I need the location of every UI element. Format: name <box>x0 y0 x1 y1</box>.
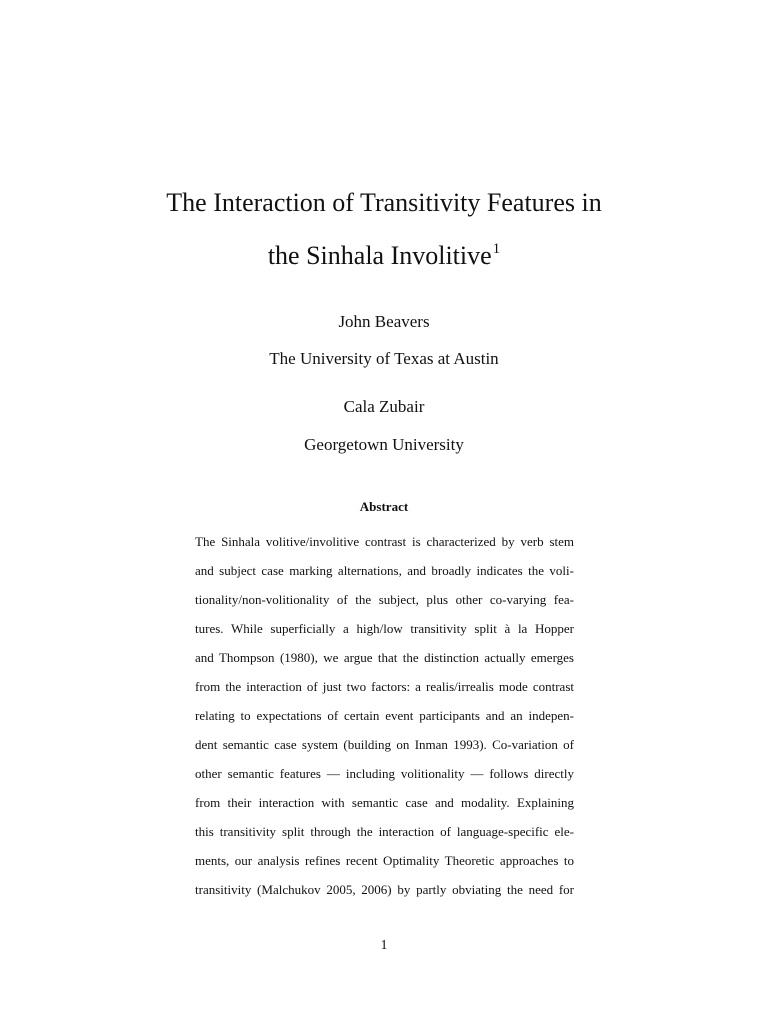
abstract-line: and subject case marking alternations, and broadly indicates the voli- <box>195 563 574 578</box>
abstract-line: and Thompson (1980), we argue that the distinction actually emerges <box>195 650 574 665</box>
author-name-1: John Beavers <box>338 312 430 331</box>
author-affiliation-2: Georgetown University <box>304 435 464 454</box>
abstract-line: from their interaction with semantic case and modality. Explaining <box>195 795 574 810</box>
abstract-heading: Abstract <box>359 499 409 514</box>
title-text-2: the Sinhala Involitive <box>267 241 492 270</box>
abstract-line: tures. While superficially a high/low transitivity split à la Hopper <box>195 621 574 636</box>
paper-title-line-1 <box>0 188 768 218</box>
page-number: 1 <box>380 938 388 953</box>
abstract-line: from the interaction of just two factors: a realis/irrealis mode contrast <box>195 679 574 694</box>
title-text-1: The Interaction of Transitivity Features in <box>166 188 602 217</box>
paper-title-line-2 <box>0 241 768 275</box>
abstract-line: tionality/non-volitionality of the subject, plus other co-varying fea- <box>195 592 574 607</box>
abstract-line: relating to expectations of certain event participants and an indepen- <box>195 708 574 723</box>
abstract-body <box>195 530 574 907</box>
abstract-line: this transitivity split through the interaction of language-specific ele- <box>195 824 574 839</box>
abstract-line: transitivity (Malchukov 2005, 2006) by partly obviating the need for <box>195 882 574 897</box>
title-footnote-mark: 1 <box>492 241 501 257</box>
abstract-line: The Sinhala volitive/involitive contrast is characterized by verb stem <box>195 534 574 549</box>
abstract-line: other semantic features — including volitionality — follows directly <box>195 766 574 781</box>
author-affiliation-1: The University of Texas at Austin <box>269 349 499 368</box>
author-name-2: Cala Zubair <box>343 397 425 416</box>
abstract-line: dent semantic case system (building on Inman 1993). Co-variation of <box>195 737 574 752</box>
abstract-line: ments, our analysis refines recent Optimality Theoretic approaches to <box>195 853 574 868</box>
